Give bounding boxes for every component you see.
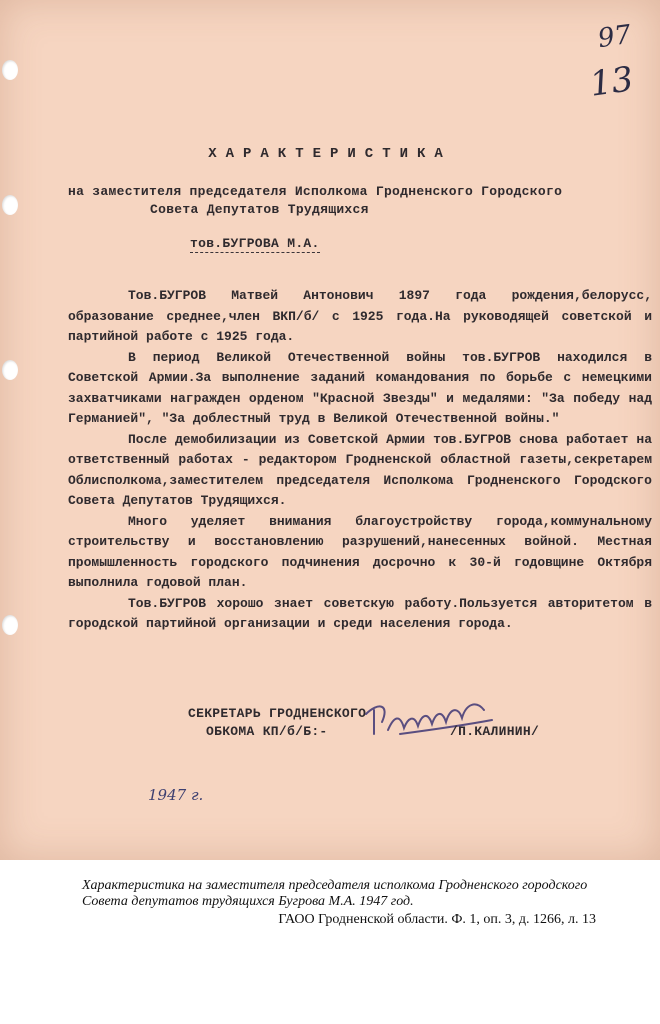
document-title: ХАРАКТЕРИСТИКА bbox=[208, 146, 452, 162]
subject-name: тов.БУГРОВА М.А. bbox=[190, 236, 320, 251]
paragraph-postwar-work: После демобилизации из Советской Армии тов.БУГРОВ снова работает на ответственный работах - редактором Гродненской областной газеты,секретарем Облисполкома,заместителем председателя Исполкома Гродненского Городского Совета Депутатов Трудящихся. bbox=[68, 431, 652, 508]
binder-hole bbox=[2, 615, 18, 635]
caption-line1: Характеристика на заместителя председателя исполкома Гродненского городского bbox=[82, 878, 588, 893]
archive-page-number-bottom: 13 bbox=[587, 59, 636, 105]
signatory-name: /П.КАЛИНИН/ bbox=[450, 724, 540, 739]
handwritten-date: 1947 г. bbox=[148, 786, 204, 804]
document-subtitle-line1: на заместителя председателя Исполкома Гродненского Городского bbox=[68, 184, 563, 199]
document-subtitle-line2: Совета Депутатов Трудящихся bbox=[150, 202, 369, 217]
caption-source: ГАОО Гродненской области. Ф. 1, оп. 3, д. 1266, л. 13 bbox=[278, 912, 596, 927]
archive-page-number-top: 97 bbox=[596, 19, 634, 55]
binder-hole bbox=[2, 360, 18, 380]
paragraph-achievements: Много уделяет внимания благоустройству города,коммунальному строительству и восстановлению разрушений,нанесенных войной. Местная промышленность городского подчинения досрочно к 30-й годовщине Октября выполнила годовой план. bbox=[68, 513, 652, 590]
signature-title-line1: СЕКРЕТАРЬ ГРОДНЕНСКОГО bbox=[188, 706, 367, 721]
signature-title-line2: ОБКОМА КП/б/Б:- bbox=[206, 724, 328, 739]
archive-caption bbox=[82, 878, 602, 928]
paragraph-biography: Тов.БУГРОВ Матвей Антонович 1897 года рождения,белорусс, образование среднее,член ВКП/б/ с 1925 года.На руководящей советской и партийной работе с 1925 года. bbox=[68, 288, 652, 344]
paragraph-war-service: В период Великой Отечественной войны тов.БУГРОВ находился в Советской Армии.За выполнение заданий командования по борьбе с немецкими захватчиками награжден орденом "Красной Звезды" и медалями: "За победу над Германией", "За доблестный труд в Великой Отечественной войны." bbox=[68, 349, 652, 426]
binder-hole bbox=[2, 60, 18, 80]
document-body bbox=[68, 286, 652, 635]
paragraph-assessment: Тов.БУГРОВ хорошо знает советскую работу.Пользуется авторитетом в городской партийной организации и среди населения города. bbox=[68, 595, 652, 631]
binder-hole bbox=[2, 195, 18, 215]
caption-line2: Совета депутатов трудящихся Бугрова М.А. 1947 год. bbox=[82, 894, 414, 909]
